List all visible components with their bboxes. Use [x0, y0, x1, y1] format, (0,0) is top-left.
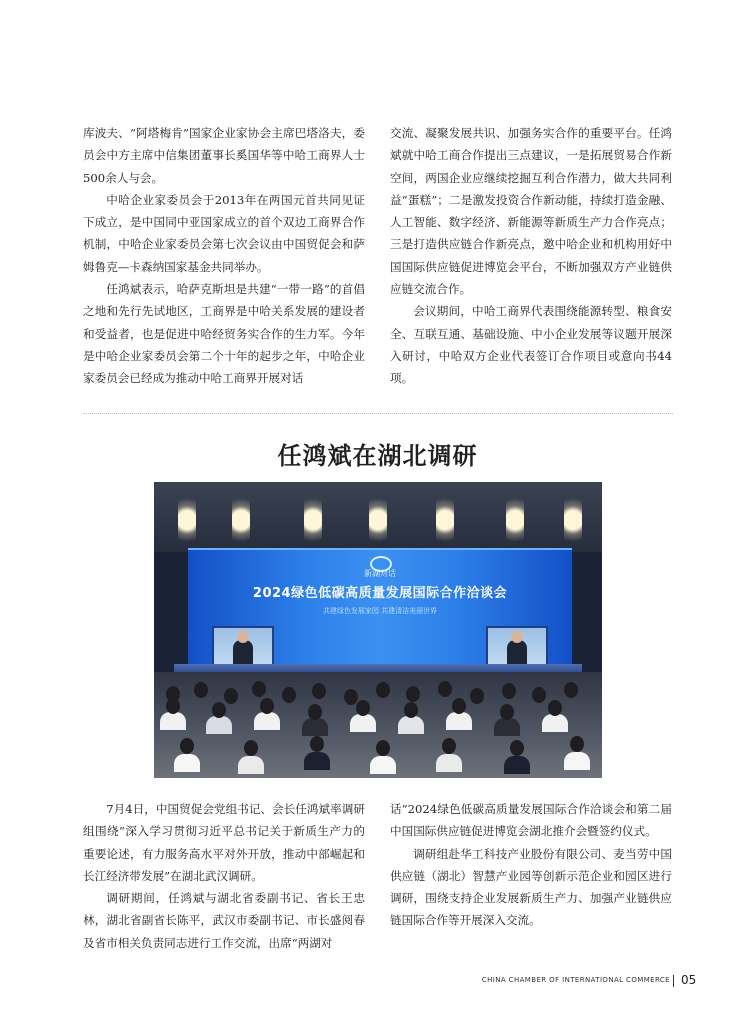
footer-divider: [673, 975, 674, 987]
ceiling-light: [506, 490, 524, 550]
ceiling-light: [564, 490, 582, 550]
conference-photo: [154, 482, 602, 778]
paragraph: 任鸿斌表示，哈萨克斯坦是共建“一带一路”的首倡之地和先行先试地区，工商界是中哈关系发展的建设者和受益者，也是促进中哈经贸务实合作的生力军。今年是中哈企业家委员会第二个十年的起步之年，中哈企业家委员会已经成为推动中哈工商界开展对话: [83, 282, 365, 386]
paragraph: 话”2024绿色低碳高质量发展国际合作洽谈会和第二届中国国际供应链促进博览会湖北推介会暨签约仪式。: [390, 802, 672, 839]
screen-title: 2024绿色低碳高质量发展国际合作洽谈会: [252, 586, 508, 601]
paragraph: 库波夫、“阿塔梅肯”国家企业家协会主席巴塔洛夫，委员会中方主席中信集团董事长奚国华等中哈工商界人士500余人与会。: [83, 126, 365, 185]
paragraph: 会议期间，中哈工商界代表围绕能源转型、粮食安全、互联互通、基础设施、中小企业发展等议题开展深入研讨，中哈双方企业代表签订合作项目或意向书44项。: [390, 304, 672, 386]
screen-subtitle: 共建绿色发展家园 共建清洁美丽世界: [322, 607, 438, 615]
speaker-head: [237, 631, 249, 643]
section-divider: [83, 413, 673, 414]
ceiling-light: [436, 490, 454, 550]
paragraph: 7月4日，中国贸促会党组书记、会长任鸿斌率调研组围绕“深入学习贯彻习近平总书记关于新质生产力的重要论述，有力服务高水平对外开放，推动中部崛起和长江经济带发展”在湖北武汉调研。: [83, 802, 365, 883]
ceiling-light: [369, 490, 387, 550]
ceiling-light: [178, 490, 196, 550]
paragraph: 调研组赴华工科技产业股份有限公司、麦当劳中国供应链（湖北）智慧产业园等创新示范企业和园区进行调研，围绕支持企业发展新质生产力、加强产业链供应链国际合作等开展深入交流。: [390, 846, 672, 928]
magazine-name: CHINA CHAMBER OF INTERNATIONAL COMMERCE: [481, 976, 670, 984]
ceiling: [154, 482, 602, 552]
article-top-column-left: [83, 122, 365, 390]
ceiling-light: [232, 490, 250, 550]
article-bottom-column-left: [83, 798, 365, 954]
stage-screen: [188, 548, 572, 668]
screen-brand: 新湖对话: [364, 569, 396, 578]
speaker-head: [511, 631, 523, 643]
page-number: 05: [681, 973, 697, 987]
audience: [154, 672, 602, 778]
article-top-column-right: [390, 122, 672, 390]
article-headline: 任鸿斌在湖北调研: [277, 442, 478, 470]
paragraph: 中哈企业家委员会于2013年在两国元首共同见证下成立，是中国同中亚国家成立的首个双边工商界合作机制，中哈企业家委员会第七次会议由中国贸促会和萨姆鲁克—卡森纳国家基金共同举办。: [83, 192, 365, 274]
paragraph: 调研期间，任鸿斌与湖北省委副书记、省长王忠林，湖北省副省长陈平，武汉市委副书记、市长盛阅春及省市相关负责同志进行工作交流，出席“两湖对: [83, 891, 365, 950]
paragraph: 交流、凝聚发展共识、加强务实合作的重要平台。任鸿斌就中哈工商合作提出三点建议，一是拓展贸易合作新空间，两国企业应继续挖掘互利合作潜力，做大共同利益“蛋糕”；二是激发投资合作新动能，持续打造金融、人工智能、数字经济、新能源等新质生产力合作亮点；三是打造供应链合作新亮点，邀中哈企业和机构用好中国国际供应链促进博览会平台，不断加强双方产业链供应链交流合作。: [390, 126, 672, 297]
ceiling-light: [304, 490, 322, 550]
article-bottom-column-right: [390, 798, 672, 932]
